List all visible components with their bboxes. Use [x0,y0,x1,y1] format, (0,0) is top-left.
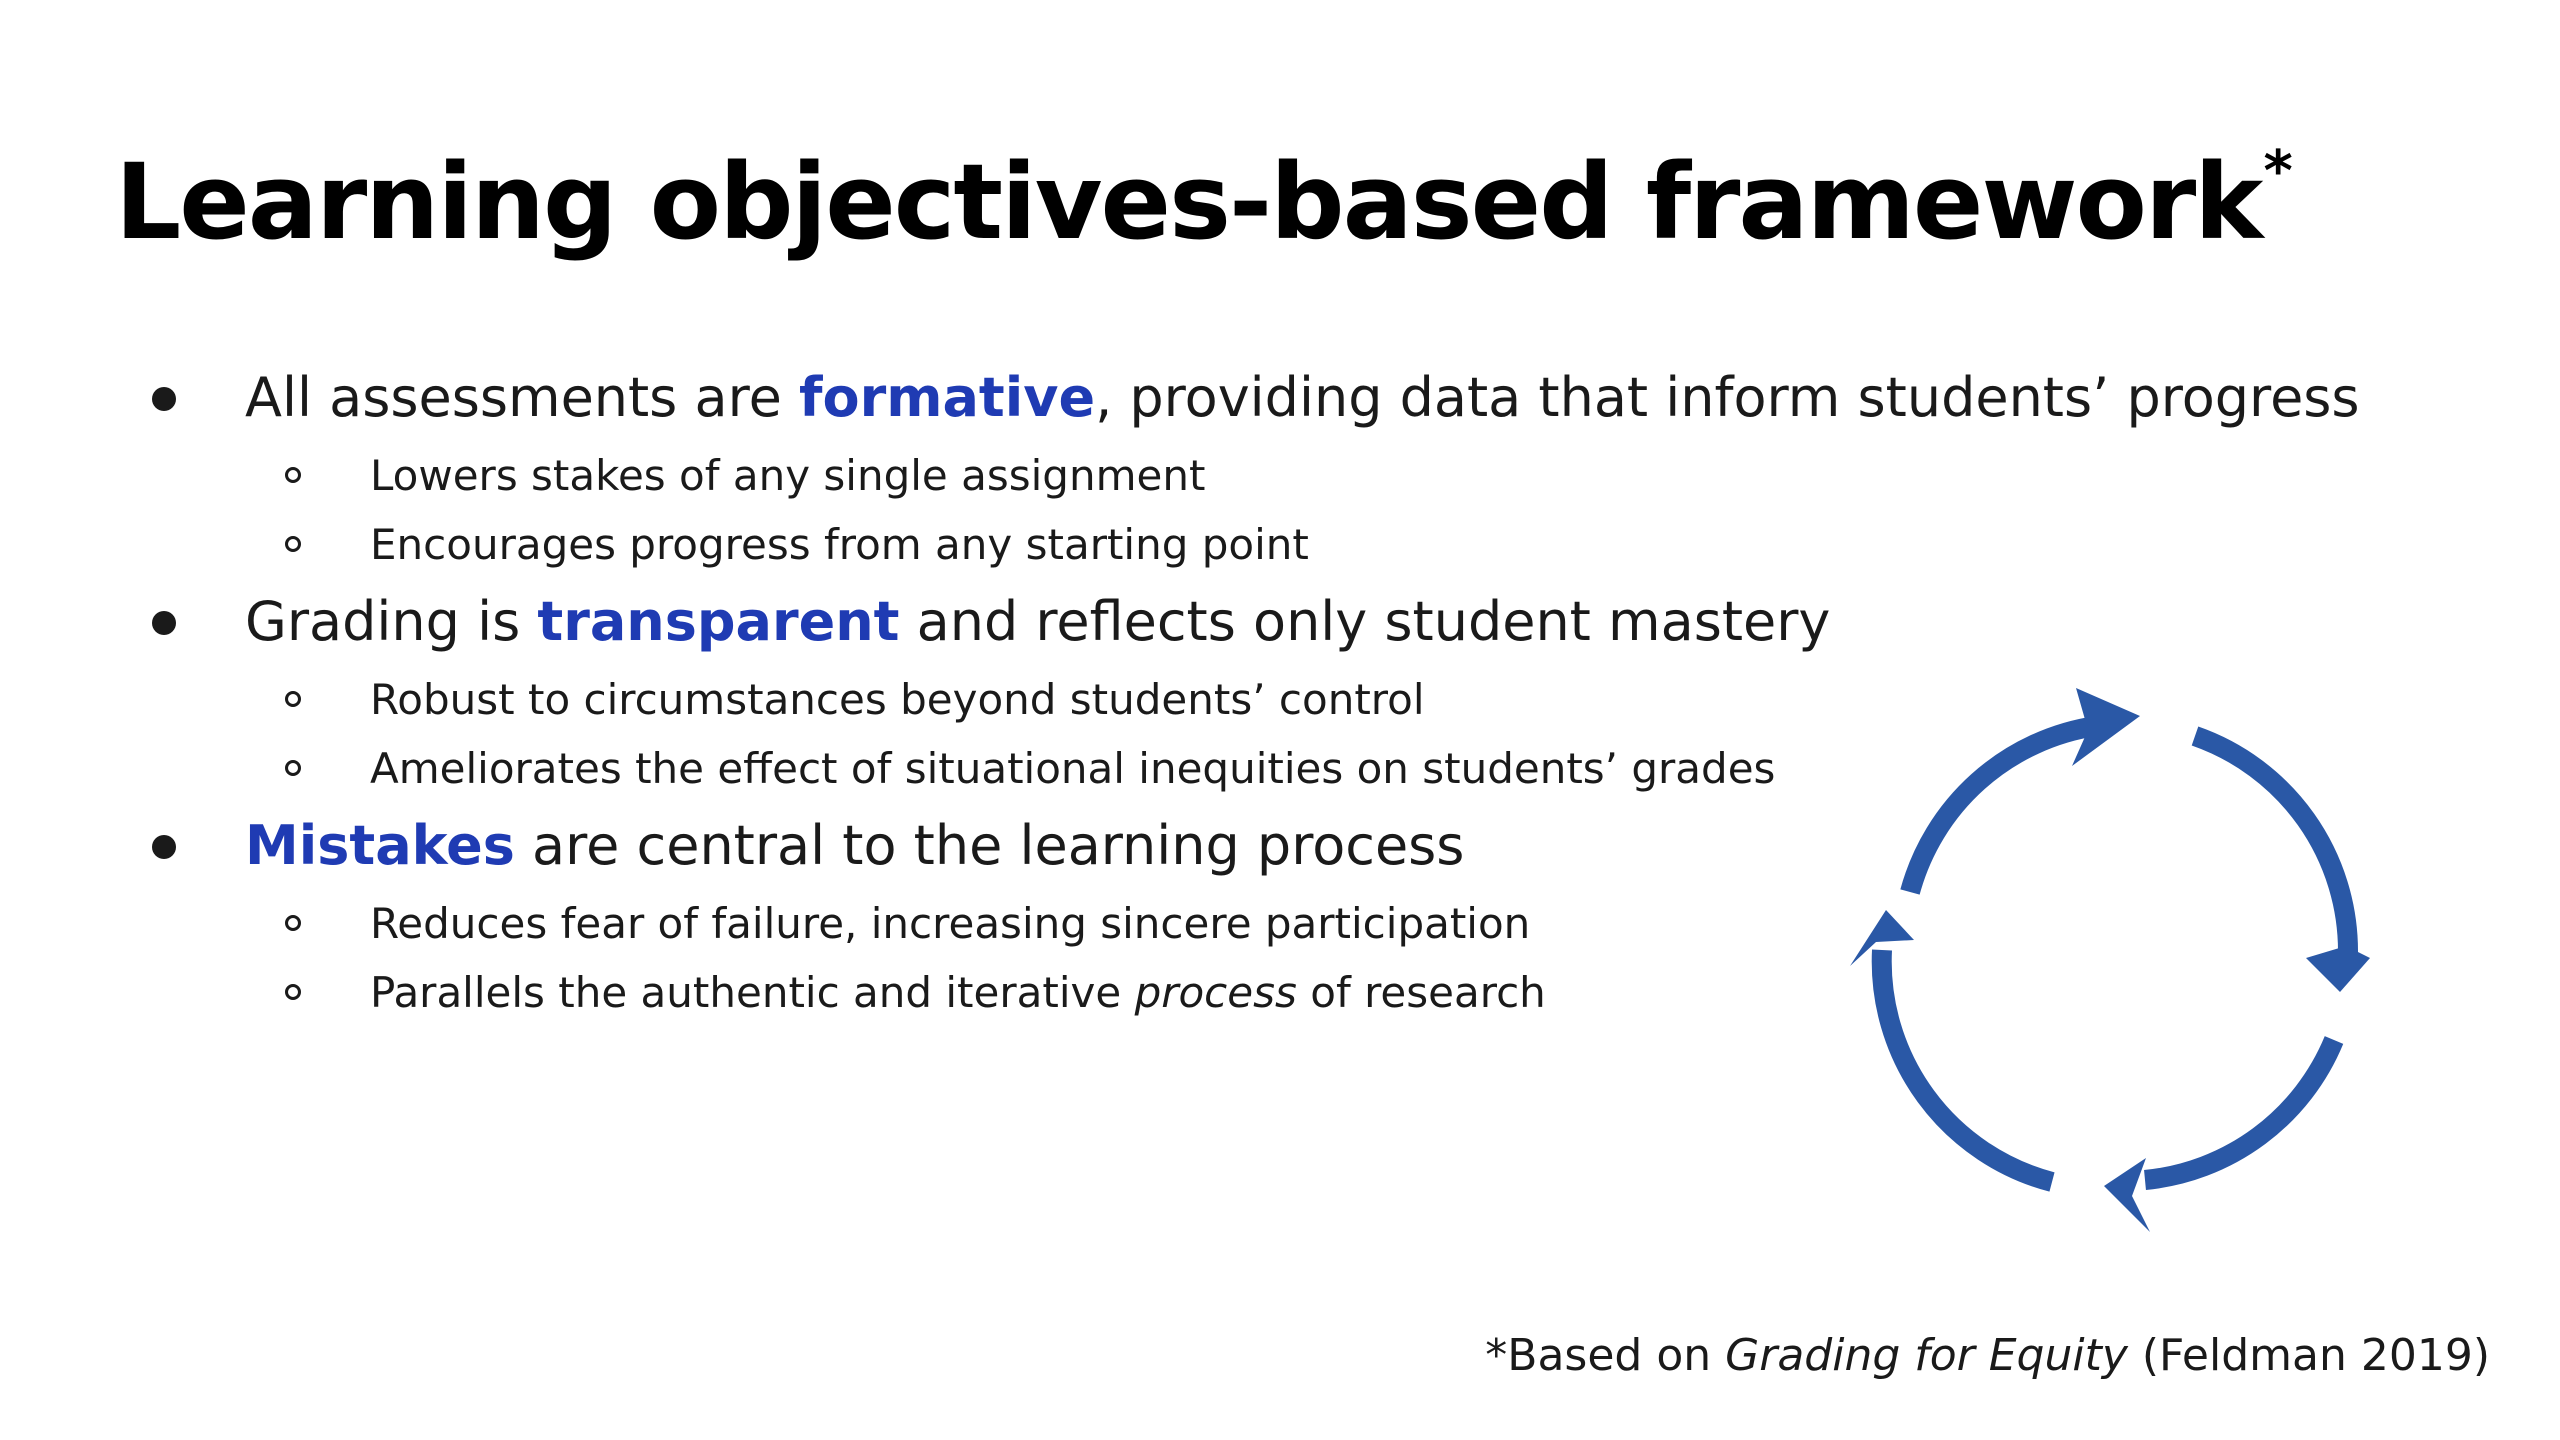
bullet-text-before: All assessments are [245,366,799,429]
bullet-dot [152,387,176,411]
bullet-text-before: Grading is [245,590,538,653]
cycle-arc-bottom-left [1882,950,2052,1182]
cycle-arrowhead-bottom [2104,1158,2150,1232]
cycle-arrowhead-right [2306,946,2370,992]
cycle-arc-bottom-right [2145,1040,2334,1180]
subbullet-text: Ameliorates the effect of situational inequities on students’ grades [370,744,1776,793]
cycle-arrows-icon [1810,670,2410,1250]
slide-title [115,139,2291,263]
subbullet-ring [285,691,301,707]
subbullet-text: Robust to circumstances beyond students’ control [370,675,1425,724]
subbullet-text: Reduces fear of failure, increasing sincere participation [370,899,1531,948]
footnote [1485,1330,2490,1381]
subbullet [140,510,2390,579]
subbullet [140,441,2390,510]
subbullet-text-after: of research [1296,968,1546,1017]
bullet-formative [140,355,2390,441]
subbullet-ring [285,467,301,483]
emphasis-transparent: transparent [537,590,900,653]
footnote-after: (Feldman 2019) [2127,1330,2490,1381]
title-text: Learning objectives-based framework [115,141,2262,263]
bullet-dot [152,835,176,859]
emphasis-mistakes: Mistakes [245,814,515,877]
footnote-before: *Based on [1485,1330,1726,1381]
title-footnote-mark: * [2263,139,2291,204]
bullet-dot [152,611,176,635]
subbullet-text-before: Parallels the authentic and iterative [370,968,1135,1017]
subbullet-ring [285,760,301,776]
emphasis-formative: formative [798,366,1096,429]
subbullet-ring [285,984,301,1000]
subbullet-ring [285,915,301,931]
subbullet-ring [285,536,301,552]
bullet-transparent [140,579,2390,665]
subbullet-text: Lowers stakes of any single assignment [370,451,1206,500]
bullet-text-after: , providing data that inform students’ progress [1095,366,2360,429]
footnote-book-title: Grading for Equity [1725,1330,2128,1381]
bullet-text-after: are central to the learning process [514,814,1465,877]
cycle-arc-top-left [1910,726,2096,892]
subbullet-italic: process [1134,968,1297,1017]
bullet-text-after: and reflects only student mastery [899,590,1831,653]
subbullet-text: Encourages progress from any starting point [370,520,1309,569]
cycle-arc-top-right [2195,736,2348,952]
